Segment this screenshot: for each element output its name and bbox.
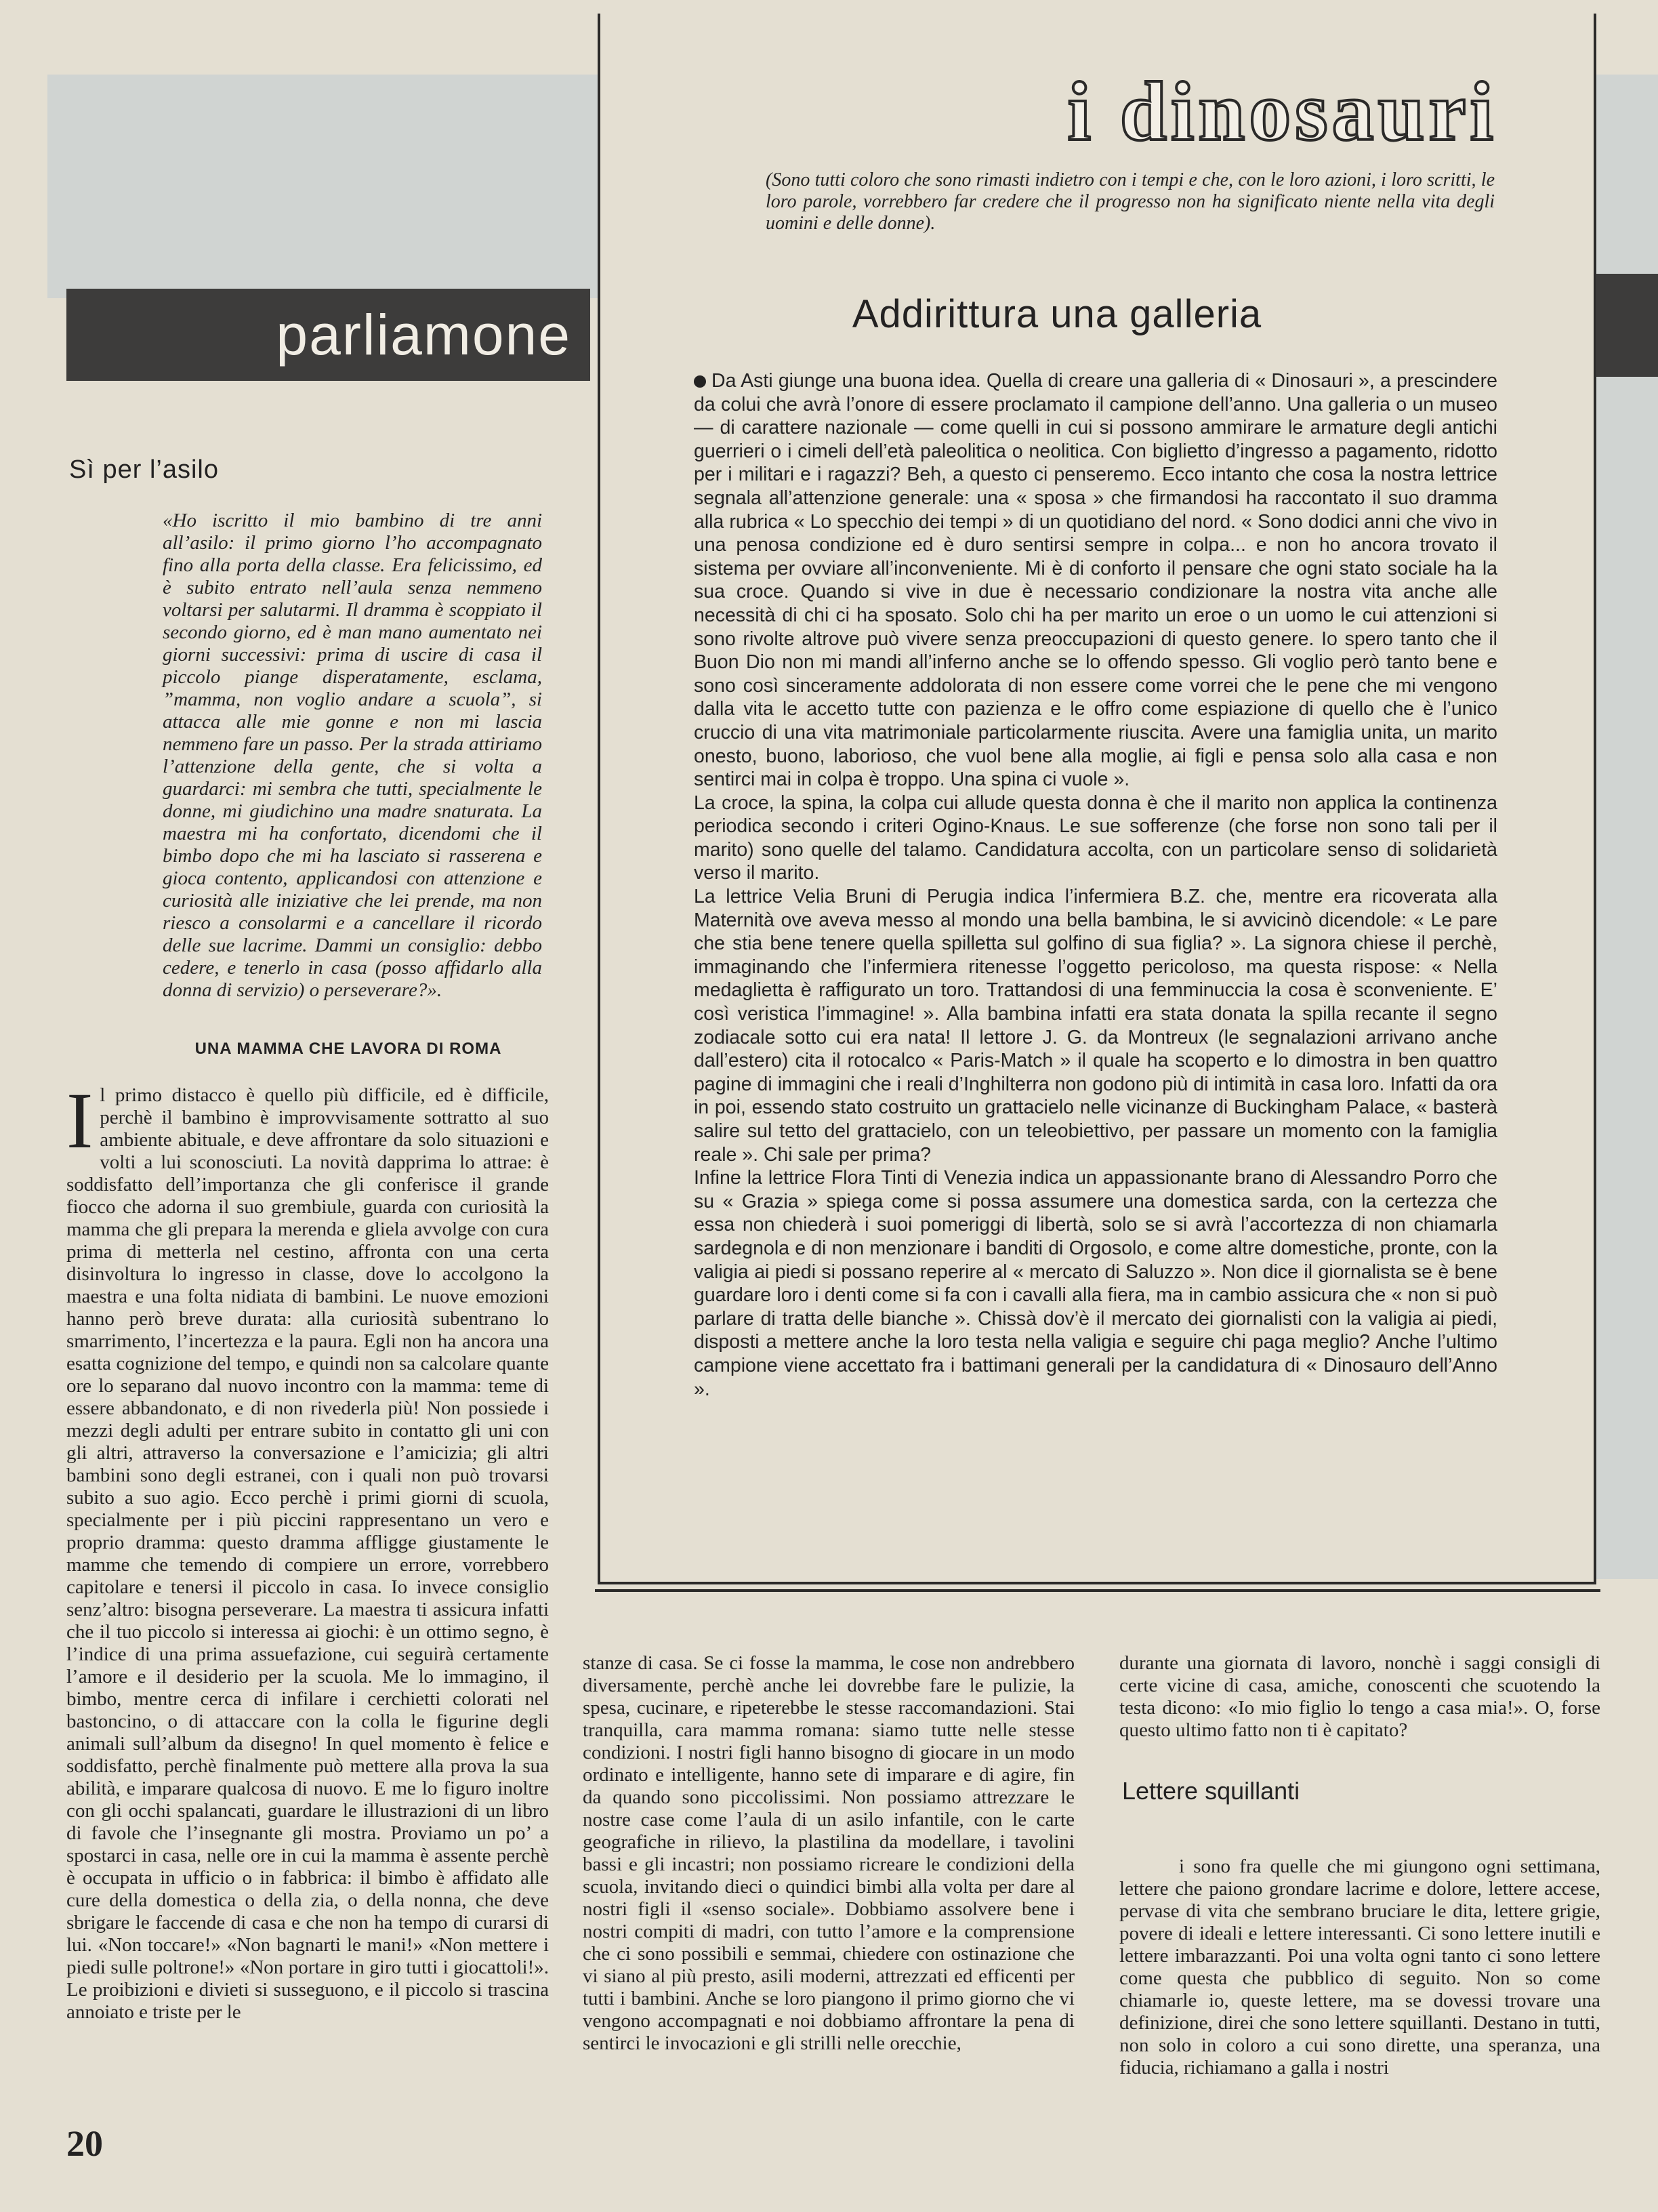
background-tint-left bbox=[47, 75, 598, 298]
reader-letter: «Ho iscritto il mio bambino di tre anni all’asilo: il primo giorno l’ho accompagnato fino alla porta della classe. Era felicissimo, ed è subito entrato nell’aula senza nemmeno voltarsi per salutarmi. Il dramma è scoppiato il secondo giorno, ed è man mano aumentato nei giorni successivi: prima di uscire di casa il piccolo piange disperatamente, esclama, ”mamma, non voglio andare a scuola”, si attacca alle mie gonne e non mi lascia nemmeno fare un passo. Per la strada attiriamo l’attenzione della gente, che si volta a guardarci: mi sembra che tutti, specialmente le donne, mi giudichino una madre snaturata. La maestra mi ha confortato, dicendomi che il bimbo dopo che mi ha lasciato si rasserena e gioca contento, applicandosi con attenzione e curiosità alle iniziative che lei prende, ma non riesco a consolarmi e a cancellare il ricordo delle sue lacrime. Dammi un consiglio: debbo cedere, e tenerlo in casa (posso affidarlo alla donna di servizio) o perseverare?». bbox=[163, 510, 542, 1001]
box-paragraph-3: La lettrice Velia Bruni di Perugia indica l’infermiera B.Z. che, mentre era ricoverata alla Maternità ove aveva messo al mondo una bella bambina, le si avvicinò dicendole: « Le pare che stia bene tenere quella spilletta sul golfino di sua figlia? ». La signora chiese il perchè, immaginando che l’infermiera ritenesse l’oggetto pericoloso, ma questa rispose: « Nella medaglietta è raffigurato un toro. Trattandosi di una femminuccia la cosa è sconveniente. E’ così veristica l’immagine! ». Alla bambina infatti era stata donata la spilla recante il segno zodiacale sotto cui era nata! Il lettore J. G. da Montreux (le segnalazioni arrivano anche dall’estero) cita il rotocalco « Paris-Match » il quale ha scoperto e lo dimostra in ben quattro pagine di immagini che i reali d’Inghilterra non godono più di intimità in casa loro. Infatti da ora in poi, essendo stato costruito un grattacielo nelle vicinanze di Buckingham Palace, « basterà salire sul tetto del grattacielo, con un teleobiettivo, per passare un momento con la famiglia reale ». Chi sale per prima? bbox=[694, 886, 1497, 1166]
reply-text-2: stanze di casa. Se ci fosse la mamma, le cose non andrebbero diversamente, perchè anche lei dovrebbe fare le pulizie, la spesa, cucinare, e ripeterebbe le stesse raccomandazioni. Stai tranquilla, cara mamma romana: siamo tutte nelle stesse condizioni. I nostri figli hanno bisogno di giocare in un modo ordinato e intelligente, hanno sete di imparare e di agire, fin da quando sono piccolissimi. Non possiamo attrezzare le nostre case come l’aula di un asilo infantile, con le carte geografiche in rilievo, la plastilina da modellare, i tavolini bassi e gli incastri; non possiamo ricreare le condizioni della scuola, invitando dieci o quindici bimbi alla volta per dare al nostri figli il «senso sociale». Dobbiamo assolvere bene i nostri compiti di madri, con tutto l’amore e la comprensione che ci sono possibili e semmai, chiedere con ostinazione che vi siano al più presto, asili moderni, attrezzati ed efficenti per tutti i bambini. Anche se loro piangono il primo giorno che vi vengono accompagnati e noi dobbiamo affrontare la pena di sentirci le invocazioni e gli strilli nelle orecchie, bbox=[583, 1652, 1075, 2054]
edge-tab bbox=[1596, 274, 1658, 377]
letter-signature: UNA MAMMA CHE LAVORA DI ROMA bbox=[194, 1040, 502, 1058]
bullet-icon bbox=[694, 375, 706, 388]
section-subhead: Sì per l’asilo bbox=[69, 455, 219, 484]
page-number: 20 bbox=[66, 2123, 103, 2164]
reply-column-2 bbox=[583, 1652, 1075, 2055]
drop-cap: I bbox=[66, 1076, 94, 1165]
subhead-lettere: Lettere squillanti bbox=[1122, 1777, 1300, 1805]
reply-text-3: durante una giornata di lavoro, nonchè i saggi consigli di certe vicine di casa, amiche, conoscenti che scuotendo la testa dicono: «Io mio figlio lo tengo a casa mia!». O, forse questo ultimo fatto non ti è capitato? bbox=[1119, 1652, 1600, 1741]
box-paragraph-2: La croce, la spina, la colpa cui allude questa donna è che il marito non applica la continenza periodica secondo i criteri Ogino-Knaus. Le sue sofferenze (che forse non sono tali per il marito) sono quelle del talamo. Candidatura accolta, con un particolare senso di solidarietà verso il marito. bbox=[694, 792, 1497, 884]
box-body bbox=[694, 369, 1497, 1401]
reply-text-1: l primo distacco è quello più difficile, ed è difficile, perchè il bambino è improvvisamente sottratto al suo ambiente abituale, e deve affrontare da solo situazioni e volti a lui sconosciuti. La novità dapprima lo attrae: è soddisfatto dell’importanza che gli conferisce il grande fiocco che adorna il suo grembiule, guarda con curiosità la mamma che gli prepara la merenda e gliela avvolge con cura prima di metterla nel cestino, affronta con una certa disinvoltura lo ingresso in classe, dove lo accolgono la maestra e una folta nidiata di bambini. Le nuove emozioni hanno però breve durata: alla curiosità subentrano lo smarrimento, l’incertezza e la paura. Egli non ha ancora una esatta cognizione del tempo, e quindi non sa calcolare quante ore lo separano dal nuovo incontro con la mamma: teme di essere abbandonato, e di non rivederla più! Non possiede i mezzi degli adulti per entrare subito in contatto gli uni con gli altri, attraverso la conversazione e l’amicizia; gli altri bambini sono degli estranei, con i quali non può trovarsi subito a suo agio. Ecco perchè i primi giorni di scuola, specialmente per i più piccini rappresentano un vero e proprio dramma: questo dramma affligge giustamente le mamme che temendo di compiere un errore, vorrebbero capitolare e tenersi il piccolo in casa. Io invece consiglio senz’altro: bisogna perseverare. La maestra ti assicura infatti che il tuo piccolo si interessa ai giochi: è un ottimo segno, è l’indice di una prima assuefazione, cui seguirà certamente l’amore e il desiderio per la scuola. Me lo immagino, il bimbo, mentre cerca di infilare i cerchietti colorati nel bastoncino, o di attaccare con la colla le figurine degli animali sull’album da disegno! In quel momento è felice e soddisfatto, perchè finalmente può mettere alla prova la sua abilità, e imparare qualcosa di nuovo. E me lo figuro inoltre con gli occhi spalancati, guardare le illustrazioni di un libro di favole che l’insegnante gli mostra. Proviamo un po’ a spostarci in casa, nelle ore in cui la mamma è assente perchè è occupata in ufficio o in fabbrica: il bimbo è affidato alle cure della domestica o della zia, o della nonna, che deve sbrigare le faccende di casa e che non ha tempo di curarsi di lui. «Non toccare!» «Non bagnarti le mani!» «Non mettere i piedi sulle poltrone!» «Non portare in giro tutti i giocattoli!». Le proibizioni e divieti si susseguono, e il piccolo si trascina annoiato e triste per le bbox=[66, 1084, 549, 2023]
reply-column-1 bbox=[66, 1076, 549, 2024]
box-paragraph-1: Da Asti giunge una buona idea. Quella di creare una galleria di « Dinosauri », a prescindere da colui che avrà l’onore di essere proclamato il campione dell’anno. Una galleria o un museo — di carattere nazionale — come quelli in cui si possono ammirare le armature degli antichi guerrieri o i cimeli dell’età paleolitica o neolitica. Con biglietto d’ingresso a pagamento, ridotto per i militari e i ragazzi? Beh, a questo ci penseremo. Ecco intanto che cosa la nostra lettrice segnala all’attenzione generale: una « sposa » che firmandosi ha raccontato il suo dramma alla rubrica « Lo specchio dei tempi » di un quotidiano del nord. « Sono dodici anni che vivo in una penosa condizione ed è duro sentirsi sempre in colpa... e non ho ancora trovato il sistema per ovviare all’inconveniente. Mi è di conforto il pensare che ogni stato sociale ha la sua croce. Quando si vive in due è necessario condizionare la nostra vita anche alle necessità di chi ci ha sposato. Solo chi ha per marito un eroe o un uomo le cui attenzioni si sono rivolte altrove può vivere senza preoccupazioni di questo genere. Io spero tanto che il Buon Dio non mi mandi all’inferno anche se lo offendo spesso. Gli voglio però tanto bene e sono così sinceramente addolorata di non essere come vorrei che le pene che mi vengono dalla vita le accetto tutte con pazienza e le offro come espiazione di quello che è l’unico cruccio di una vita matrimoniale particolarmente riuscita. Avere una famiglia unita, un marito onesto, buono, laborioso, che vuol bene alla moglie, ai figli e pensa solo alla casa e non sentirci mai in colpa è troppo. Una spina ci vuole ». bbox=[694, 370, 1497, 791]
box-bottom-rule bbox=[595, 1589, 1600, 1592]
box-title: i dinosauri bbox=[1067, 65, 1497, 158]
reply-column-3 bbox=[1119, 1652, 1600, 2079]
box-intro: (Sono tutti coloro che sono rimasti indietro con i tempi e che, con le loro azioni, i loro scritti, le loro parole, vorrebbero far credere che il progresso non ha significato niente nella vita degli uomini e delle donne). bbox=[766, 169, 1495, 234]
box-paragraph-4: Infine la lettrice Flora Tinti di Venezia indica un appassionante brano di Alessandro Porro che su « Grazia » spiega come si possa assumere una domestica sarda, con la certezza che essa non chiederà i suoi pomeriggi di libertà, solo se si avrà l’accortezza di non chiamarla sardegnola e di non menzionare i banditi di Orgosolo, e come altre domestiche, pronte, con la valigia ai piedi si possano reperire al « mercato di Saluzzo ». Non dice il giornalista se è bene guardare loro i denti come si fa con i cavalli alla fiera, ma in cambio assicura che « non si può parlare di tratta delle bianche ». Chissà dov’è il mercato dei giornalisti con la valigia ai piedi, disposti a mettere anche la loro testa nella valigia e seguire chi paga meglio? Anche l’ultimo campione viene accettato fra i battimani generali per la candidatura di « Dinosauro dell’Anno ». bbox=[694, 1167, 1497, 1400]
box-heading: Addirittura una galleria bbox=[852, 292, 1262, 336]
section-banner: parliamone bbox=[66, 289, 590, 381]
lettere-text: i sono fra quelle che mi giungono ogni settimana, lettere che paiono grondare lacrime e dolore, lettere accese, pervase di vita che sembrano bruciare le dita, lettere grigie, povere di ideali e lettere interessanti. Ci sono lettere inutili e lettere imbarazzanti. Poi una volta ogni tanto ci sono lettere come questa che pubblico di seguito. Non so come chiamarle io, queste lettere, ma se dovessi trovare una definizione, direi che sono lettere squillanti. Destano in tutti, non solo in coloro a cui sono dirette, una speranza, una fiducia, richiamano a galla i nostri bbox=[1119, 1856, 1600, 2078]
